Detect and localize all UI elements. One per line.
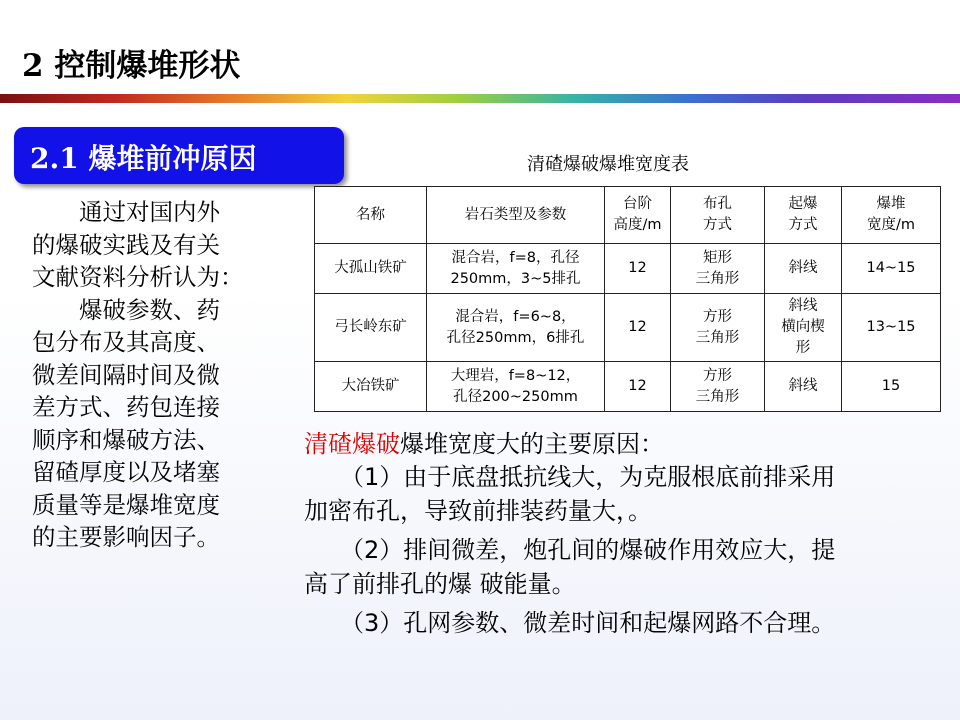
reason-line: 加密布孔，导致前排装药量大，。 xyxy=(304,497,652,525)
reason-item xyxy=(304,460,940,528)
table-cell: 方形 三角形 xyxy=(671,294,765,362)
section-badge xyxy=(14,127,344,184)
table-caption: 清碴爆破爆堆宽度表 xyxy=(527,154,689,175)
muckpile-width-table xyxy=(314,186,941,412)
table-cell: 斜线 横向楔 形 xyxy=(765,294,842,362)
text-line: 文献资料分析认为： xyxy=(32,263,244,291)
table-row xyxy=(315,294,941,362)
table-cell: 斜线 xyxy=(765,244,842,294)
reason-item xyxy=(304,533,940,601)
col-header-name: 名称 xyxy=(315,187,427,244)
text-line: 通过对国内外 xyxy=(79,198,220,226)
table-cell: 15 xyxy=(842,362,941,412)
col-header-width: 爆堆 宽度/m xyxy=(842,187,941,244)
table-cell: 12 xyxy=(605,244,671,294)
col-header-bench: 台阶 高度/m xyxy=(605,187,671,244)
table-cell: 矩形 三角形 xyxy=(671,244,765,294)
reasons-heading xyxy=(304,424,664,459)
table-cell: 13~15 xyxy=(842,294,941,362)
table-cell: 大理岩，f=8~12， 孔径200~250mm xyxy=(427,362,605,412)
table-cell: 大孤山铁矿 xyxy=(315,244,427,294)
rainbow-divider xyxy=(0,94,960,103)
table-row xyxy=(315,362,941,412)
text-line: 质量等是爆堆宽度 xyxy=(32,490,220,519)
reason-line: 高了前排孔的爆 破能量。 xyxy=(304,570,576,598)
slide-title: 2 控制爆堆形状 xyxy=(22,48,241,84)
table-cell: 14~15 xyxy=(842,244,941,294)
table-cell: 弓长岭东矿 xyxy=(315,294,427,362)
table-cell: 12 xyxy=(605,294,671,362)
text-line: 留碴厚度以及堵塞 xyxy=(32,458,220,486)
reason-line: （3）孔网参数、微差时间和起爆网路不合理。 xyxy=(340,609,836,637)
text-line: 微差间隔时间及微 xyxy=(32,360,220,389)
table-cell: 斜线 xyxy=(765,362,842,412)
table-cell: 混合岩，f=8，孔径 250mm，3~5排孔 xyxy=(427,244,605,294)
table-cell: 12 xyxy=(605,362,671,412)
table-header-row xyxy=(315,187,941,244)
table-cell: 方形 三角形 xyxy=(671,362,765,412)
col-header-rock: 岩石类型及参数 xyxy=(427,187,605,244)
text-line: 的爆破实践及有关 xyxy=(32,230,220,259)
col-header-layout: 布孔 方式 xyxy=(671,187,765,244)
table-cell: 混合岩，f=6~8， 孔径250mm，6排孔 xyxy=(427,294,605,362)
reasons-list xyxy=(304,460,940,645)
reason-line: （1）由于底盘抵抗线大，为克服根底前排采用 xyxy=(340,463,836,491)
left-text-block xyxy=(32,196,282,554)
text-line: 差方式、药包连接 xyxy=(32,393,220,421)
text-line: 爆破参数、药 xyxy=(79,295,220,324)
reason-line: （2）排间微差，炮孔间的爆破作用效应大，提 xyxy=(340,536,836,564)
table-cell: 大冶铁矿 xyxy=(315,362,427,412)
col-header-initiation: 起爆 方式 xyxy=(765,187,842,244)
reason-item xyxy=(304,606,940,640)
text-line: 的主要影响因子。 xyxy=(32,523,220,551)
reasons-heading-highlight: 清碴爆破 xyxy=(304,430,400,458)
reasons-heading-text: 爆堆宽度大的主要原因： xyxy=(400,430,664,458)
text-line: 包分布及其高度、 xyxy=(32,328,220,356)
section-label: 2.1 爆堆前冲原因 xyxy=(30,142,257,175)
table-row xyxy=(315,244,941,294)
text-line: 顺序和爆破方法、 xyxy=(32,425,220,454)
